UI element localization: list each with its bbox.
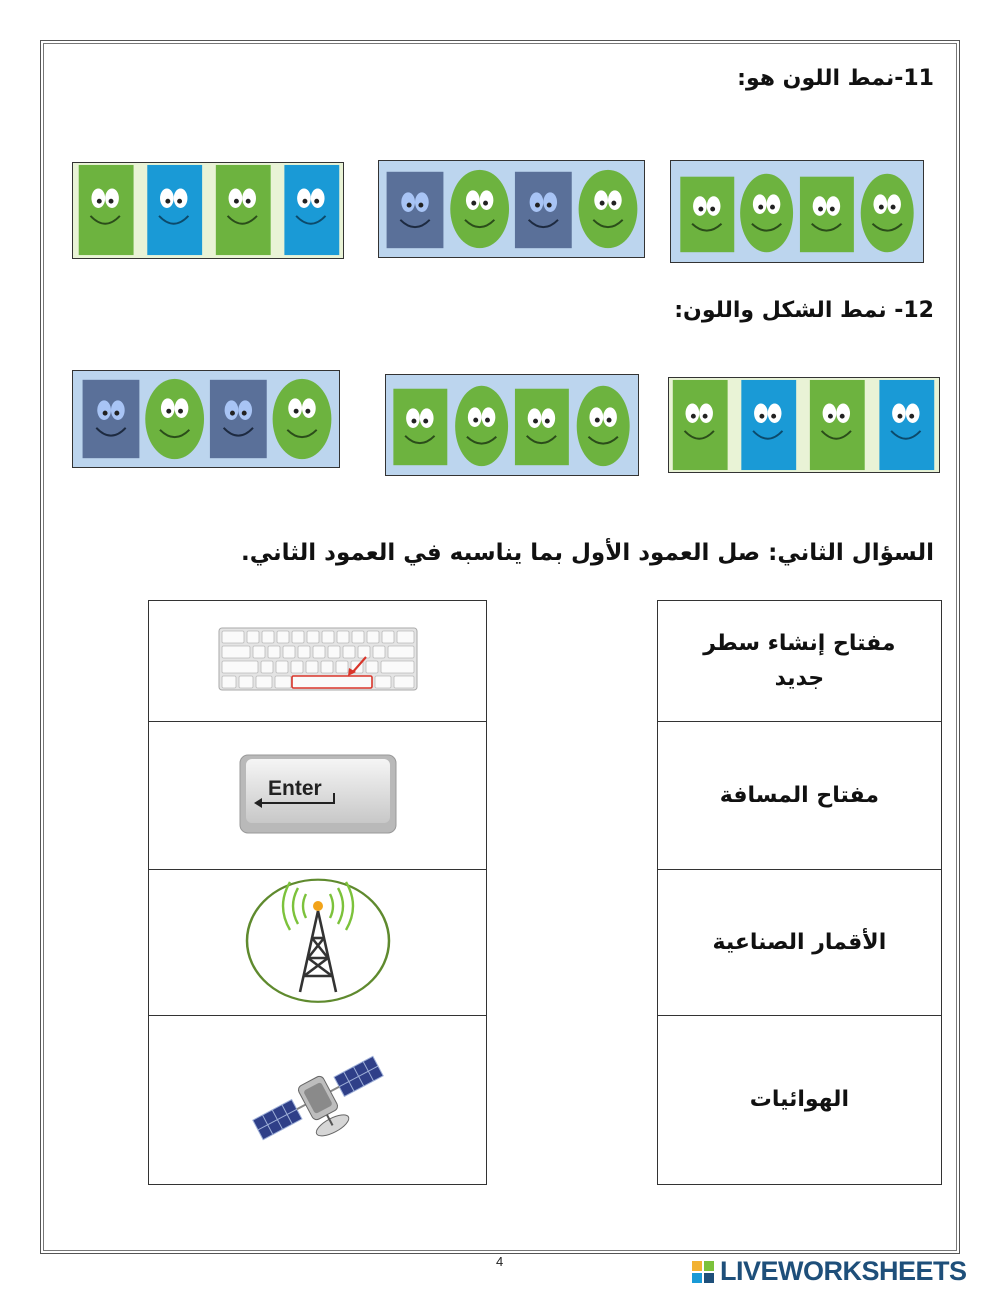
matching-term-space-key[interactable] <box>657 722 941 870</box>
q11-option-green-shapes-pattern[interactable] <box>670 160 924 263</box>
face-blue-square-icon <box>741 380 796 470</box>
q11-option-green-blue-pattern[interactable] <box>72 162 344 259</box>
matching-gap <box>487 870 657 1016</box>
matching-gap <box>487 601 657 722</box>
face-blue-square-icon <box>879 380 934 470</box>
q12-option-green-blue-pattern[interactable] <box>668 377 940 473</box>
face-green-circle-icon <box>145 379 204 459</box>
matching-image-satellite[interactable] <box>149 1016 487 1185</box>
q11-option-slate-green-pattern[interactable] <box>378 160 645 258</box>
page-number: 4 <box>496 1254 504 1269</box>
matching-image-keyboard[interactable] <box>149 601 487 722</box>
term-2-line-1: مفتاح المسافة <box>719 782 879 808</box>
q12-option-1-faces <box>73 371 339 467</box>
matching-gap <box>487 1016 657 1185</box>
face-green-square-icon <box>810 380 865 470</box>
table-row <box>149 870 942 1016</box>
face-green-circle-icon <box>579 170 638 248</box>
keyboard-spacebar-icon <box>218 627 418 691</box>
liveworksheets-logo-icon <box>692 1261 714 1283</box>
q12-option-2-faces <box>386 375 638 475</box>
q11-option-3-faces <box>671 161 923 262</box>
matching-term-new-line-key[interactable] <box>657 601 941 722</box>
q11-option-1-faces <box>73 163 343 258</box>
matching-image-enter-key[interactable] <box>149 722 487 870</box>
matching-gap <box>487 722 657 870</box>
face-green-square-icon <box>515 389 569 465</box>
face-green-circle-icon <box>861 174 914 252</box>
face-green-square-icon <box>800 177 854 253</box>
table-row <box>149 1016 942 1185</box>
face-blue-square-icon <box>284 165 339 255</box>
term-1-line-2: جديد <box>774 666 825 691</box>
matching-image-antenna[interactable] <box>149 870 487 1016</box>
q12-option-3-faces <box>669 378 939 472</box>
face-green-circle-icon <box>740 174 793 252</box>
antenna-tower-icon <box>238 878 398 1004</box>
q12-option-green-shapes-pattern[interactable] <box>385 374 639 476</box>
brand-name: LIVEWORKSHEETS <box>720 1256 967 1286</box>
face-green-circle-icon <box>450 170 509 248</box>
enter-key-icon <box>238 753 398 835</box>
face-slate-square-icon <box>515 172 572 248</box>
face-slate-square-icon <box>83 380 140 458</box>
face-green-square-icon <box>393 389 447 465</box>
question-11-title: 11-نمط اللون هو: <box>737 66 934 91</box>
face-slate-square-icon <box>210 380 267 458</box>
satellite-icon <box>248 1043 388 1153</box>
face-green-circle-icon <box>273 379 332 459</box>
face-green-circle-icon <box>577 386 630 466</box>
enter-key-label: Enter <box>267 776 322 800</box>
matching-table <box>148 600 942 1185</box>
face-slate-square-icon <box>387 172 444 248</box>
matching-term-antennas[interactable] <box>657 1016 941 1185</box>
question-12-title: 12- نمط الشكل واللون: <box>674 298 934 323</box>
matching-term-satellites[interactable] <box>657 870 941 1016</box>
term-3-line-1: الأقمار الصناعية <box>712 929 887 955</box>
term-4-line-1: الهوائيات <box>749 1087 849 1113</box>
table-row <box>149 601 942 722</box>
face-green-circle-icon <box>455 386 508 466</box>
face-green-square-icon <box>673 380 728 470</box>
face-blue-square-icon <box>147 165 202 255</box>
liveworksheets-brand[interactable] <box>692 1256 992 1286</box>
face-green-square-icon <box>79 165 134 255</box>
table-row <box>149 722 942 870</box>
face-green-square-icon <box>680 177 734 253</box>
q11-option-2-faces <box>379 161 644 257</box>
term-1-line-1: مفتاح إنشاء سطر <box>703 630 896 656</box>
face-green-square-icon <box>216 165 271 255</box>
question-2-title: السؤال الثاني: صل العمود الأول بما يناسبه في العمود الثاني. <box>240 540 934 566</box>
q12-option-slate-green-pattern[interactable] <box>72 370 340 468</box>
